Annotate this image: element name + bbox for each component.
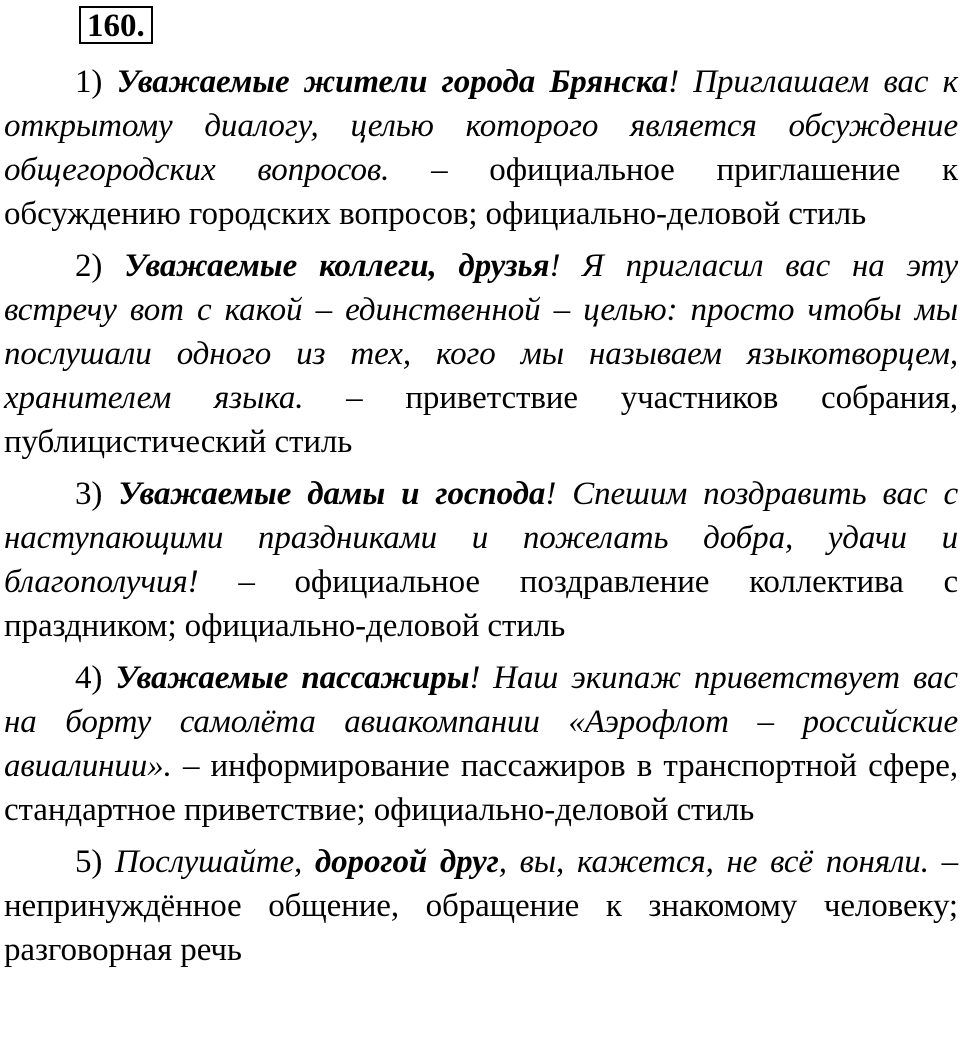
address-phrase: Уважаемые жители города Брянска [116, 64, 669, 100]
example-quote: ! Приглашаем вас к открытому диалогу, целью которого является обсуждение общегородских вопросов. [4, 64, 958, 188]
example-quote-end: , вы, кажется, не всё поняли. [498, 844, 929, 880]
style-comment: – официальное приглашение к обсуждению городских вопросов; официально-деловой стиль [4, 152, 958, 232]
address-phrase: Уважаемые пассажиры [115, 660, 470, 696]
item-number: 5) [75, 844, 116, 880]
answer-item-1 [4, 60, 958, 236]
answer-list [4, 60, 958, 980]
address-phrase: дорогой друг [314, 844, 499, 880]
address-phrase: Уважаемые коллеги, друзья [124, 248, 550, 284]
item-number: 1) [75, 64, 117, 100]
style-comment: – приветствие участников собрания, публицистический стиль [4, 380, 958, 460]
answer-item-3 [4, 472, 958, 648]
example-quote: ! Спешим поздравить вас с наступающими праздниками и пожелать добра, удачи и благополучия! [4, 476, 958, 600]
style-comment: – официальное поздравление коллектива с праздником; официально-деловой стиль [4, 564, 958, 644]
answer-item-4 [4, 656, 958, 832]
task-number: 160. [79, 6, 153, 44]
example-quote: ! Я пригласил вас на эту встречу вот с какой – единственной – целью: просто чтобы мы послушали одного из тех, кого мы называем языкотворцем, хранителем языка. [4, 248, 959, 416]
address-phrase: Уважаемые дамы и господа [118, 476, 546, 512]
answer-item-5 [4, 840, 958, 972]
item-number: 3) [75, 476, 119, 512]
item-number: 4) [75, 660, 116, 696]
item-number: 2) [75, 248, 125, 284]
answer-item-2 [4, 244, 958, 464]
style-comment: – информирование пассажиров в транспортной сфере, стандартное приветствие; официально-деловой стиль [4, 748, 958, 828]
example-quote-start: Послушайте, [115, 844, 315, 880]
example-quote: ! Наш экипаж приветствует вас на борту самолёта авиакомпании «Аэрофлот – российские авиалинии». [4, 660, 958, 784]
style-comment: – непринуждённое общение, обращение к знакомому человеку; разговорная речь [4, 844, 958, 968]
